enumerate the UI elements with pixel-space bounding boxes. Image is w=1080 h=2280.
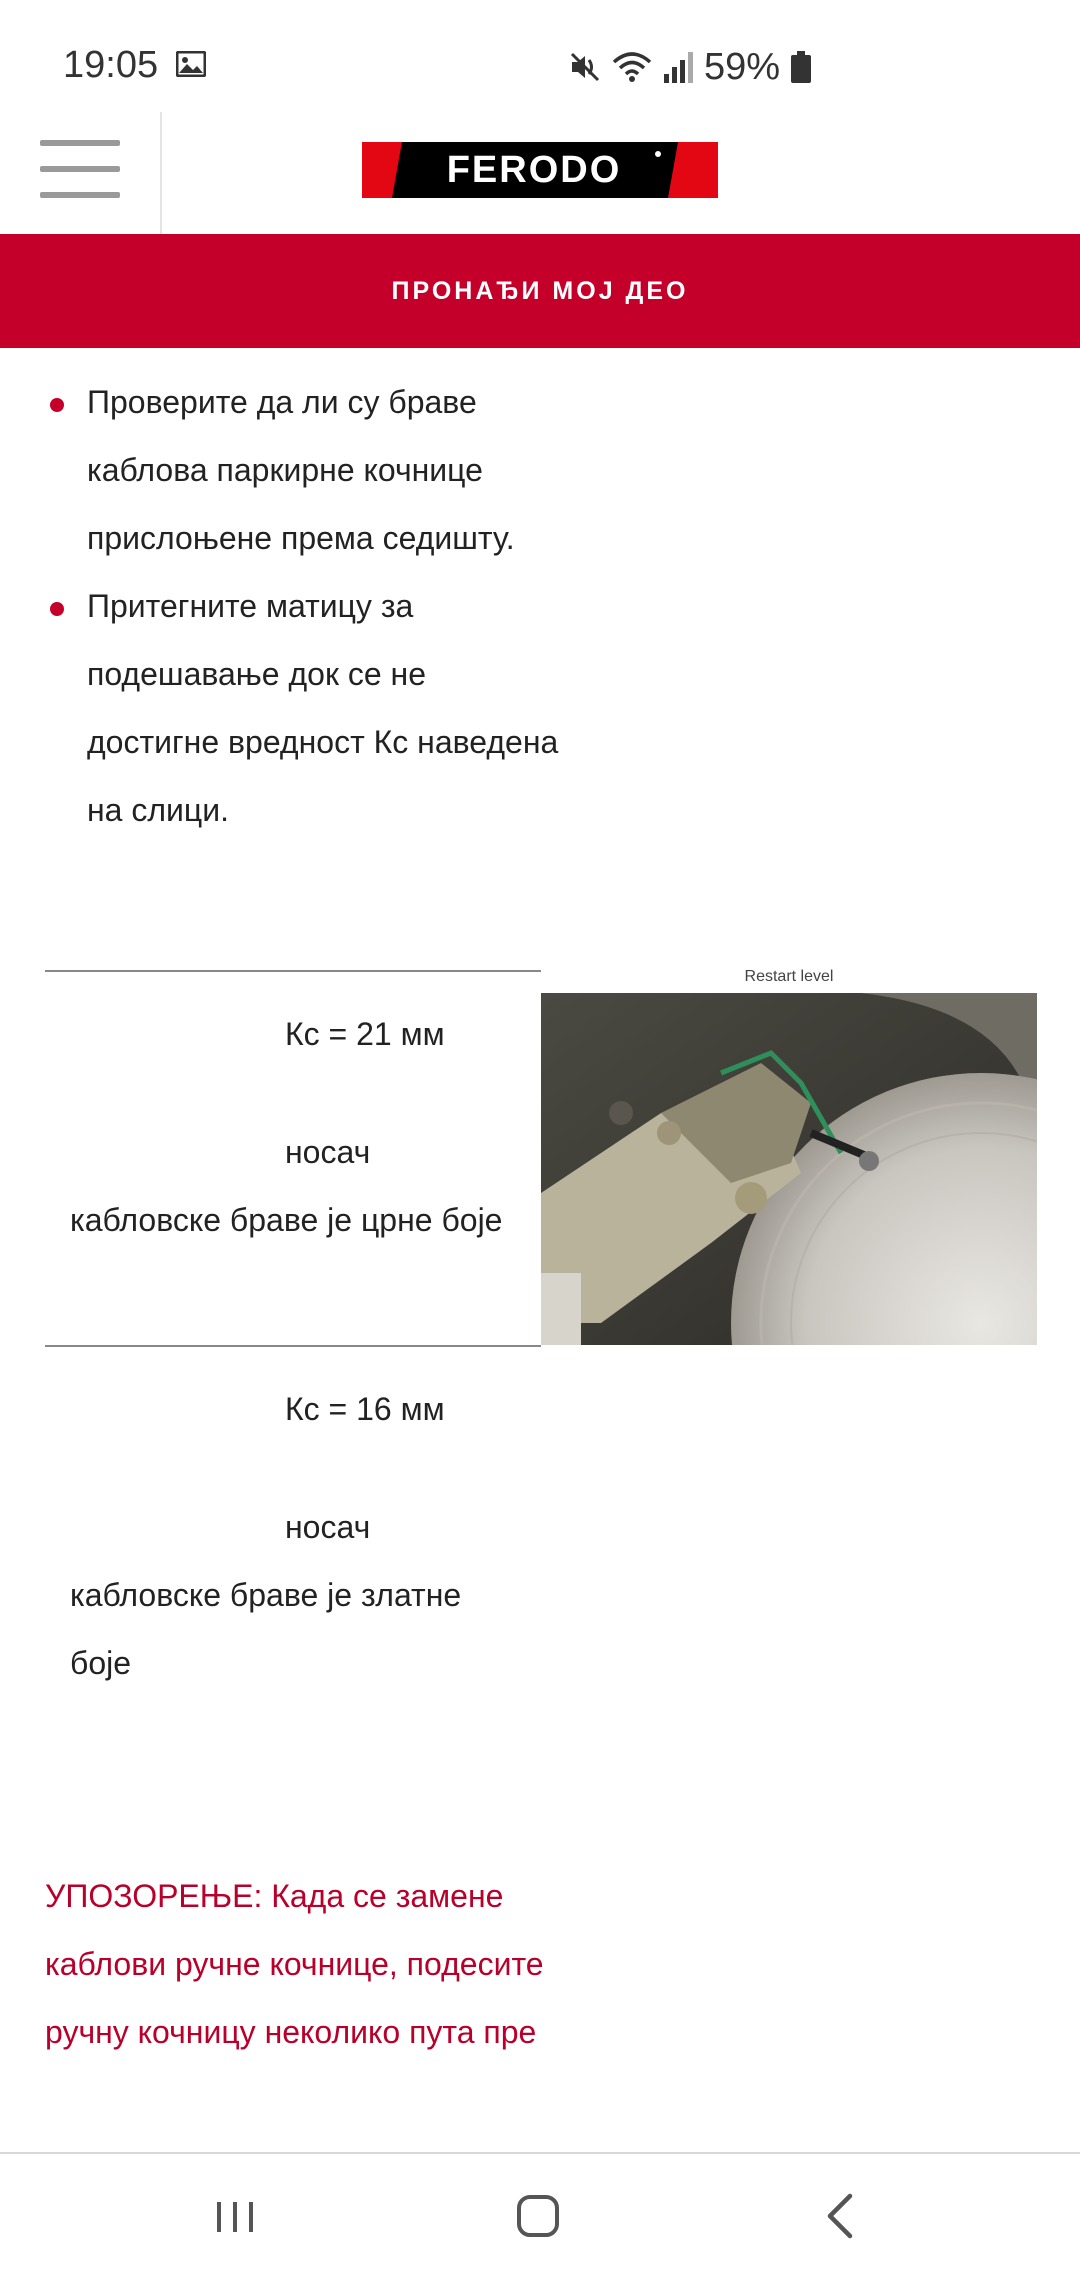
site-header bbox=[0, 112, 1080, 234]
signal-icon bbox=[662, 50, 694, 84]
mute-icon bbox=[568, 50, 602, 84]
recent-apps-icon[interactable] bbox=[200, 2184, 270, 2248]
hamburger-menu-icon[interactable] bbox=[40, 140, 120, 200]
ferodo-logo[interactable] bbox=[362, 142, 718, 198]
table-cell-2 bbox=[70, 1375, 530, 1443]
header-divider bbox=[160, 112, 162, 234]
home-icon[interactable] bbox=[503, 2184, 573, 2248]
note-rest: кабловске браве је златне боје bbox=[70, 1577, 462, 1681]
logo-text: FERODO bbox=[446, 149, 622, 191]
note-first: носач bbox=[285, 1509, 371, 1545]
table-divider bbox=[45, 970, 541, 972]
instruction-list bbox=[44, 368, 564, 844]
warning-text: УПОЗОРЕЊЕ: Када се замене каблови ручне кочнице, подесите ручну кочницу неколико пута пре bbox=[45, 1878, 544, 2050]
note-first: носач bbox=[285, 1134, 371, 1170]
brake-caliper-photo bbox=[541, 993, 1037, 1345]
table-divider bbox=[45, 1345, 541, 1347]
find-my-part-label: ПРОНАЂИ МОЈ ДЕО bbox=[391, 276, 689, 305]
list-item bbox=[44, 368, 564, 572]
table-cell-1-note bbox=[70, 1118, 530, 1254]
image-icon bbox=[176, 51, 206, 77]
measurement-value: Кс = 21 мм bbox=[285, 1016, 445, 1052]
list-item-text: Притегните матицу за подешавање док се не достигне вредност Кс наведена на слици. bbox=[87, 588, 559, 828]
status-time: 19:05 bbox=[63, 44, 159, 86]
measurement-value: Кс = 16 мм bbox=[285, 1391, 445, 1427]
table-cell-2-note bbox=[70, 1493, 530, 1697]
wifi-icon bbox=[612, 50, 652, 84]
bullet-dot bbox=[50, 602, 64, 616]
list-item-text: Проверите да ли су браве каблова паркирне кочнице прислоњене према седишту. bbox=[87, 384, 515, 556]
status-bar bbox=[0, 0, 1080, 112]
note-rest: кабловске браве је црне боје bbox=[70, 1202, 503, 1238]
back-icon[interactable] bbox=[806, 2184, 876, 2248]
battery-icon bbox=[790, 50, 812, 84]
find-my-part-banner[interactable] bbox=[0, 234, 1080, 348]
bullet-dot bbox=[50, 398, 64, 412]
battery-percent: 59% bbox=[704, 45, 781, 88]
system-navbar bbox=[0, 2154, 1080, 2280]
status-icons bbox=[568, 44, 812, 90]
image-caption: Restart level bbox=[744, 968, 834, 985]
list-item bbox=[44, 572, 564, 844]
table-cell-1 bbox=[70, 1000, 530, 1068]
